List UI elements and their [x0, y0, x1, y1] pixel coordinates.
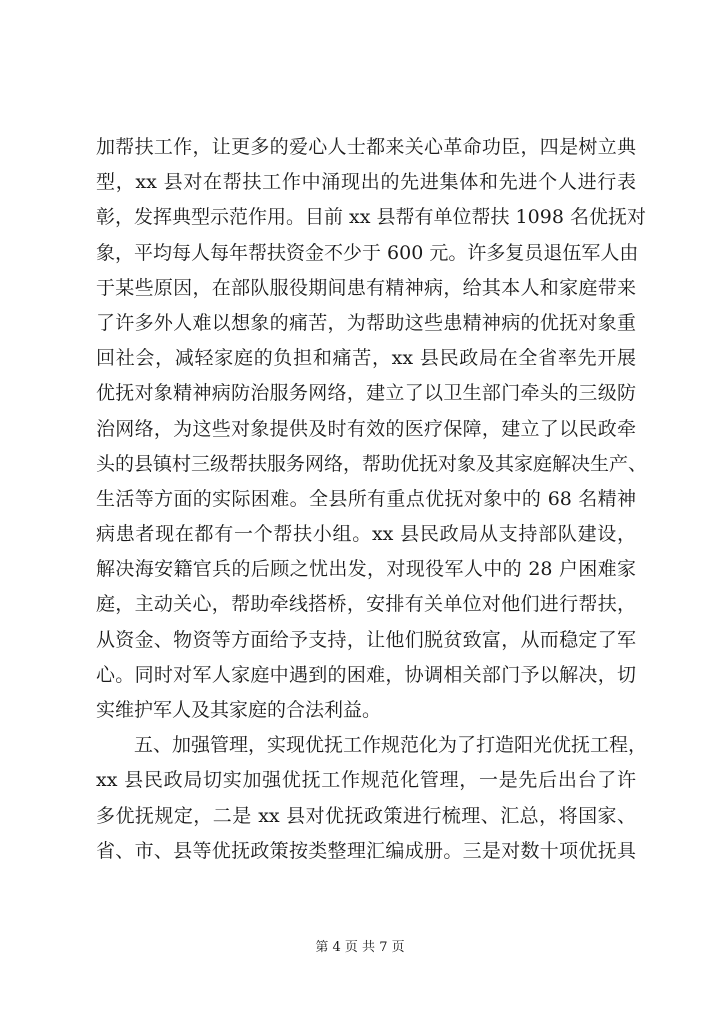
text-line: 多优抚规定，二是 xx 县对优抚政策进行梳理、汇总，将国家、	[96, 804, 636, 827]
text-line: 实维护军人及其家庭的合法利益。	[96, 699, 382, 721]
text-line: 彰，发挥典型示范作用。目前 xx 县帮有单位帮扶 1098 名优抚对	[96, 206, 646, 229]
text-line: 庭，主动关心，帮助牵线搭桥，安排有关单位对他们进行帮扶，	[96, 593, 636, 616]
text-line: 象，平均每人每年帮扶资金不少于 600 元。许多复员退伍军人由	[96, 241, 639, 264]
text-line: 五、加强管理，实现优抚工作规范化为了打造阳光优抚工程，	[134, 734, 648, 757]
text-line: xx 县民政局切实加强优抚工作规范化管理，一是先后出台了许	[96, 769, 636, 792]
text-line: 病患者现在都有一个帮扶小组。xx 县民政局从支持部队建设，	[96, 523, 636, 546]
document-body	[96, 130, 648, 869]
text-line: 优抚对象精神病防治服务网络，建立了以卫生部门牵头的三级防	[96, 382, 636, 405]
text-line: 加帮扶工作，让更多的爱心人士都来关心革命功臣，四是树立典	[96, 136, 636, 158]
text-line: 头的县镇村三级帮扶服务网络，帮助优抚对象及其家庭解决生产、	[96, 452, 648, 475]
text-line: 回社会，减轻家庭的负担和痛苦，xx 县民政局在全省率先开展	[96, 347, 636, 370]
text-line: 从资金、物资等方面给予支持，让他们脱贫致富，从而稳定了军	[96, 628, 636, 651]
text-line: 于某些原因，在部队服役期间患有精神病，给其本人和家庭带来	[96, 276, 636, 299]
page-footer: 第 4 页 共 7 页	[315, 940, 405, 955]
text-line: 解决海安籍官兵的后顾之忧出发，对现役军人中的 28 户困难家	[96, 558, 636, 581]
text-line: 生活等方面的实际困难。全县所有重点优抚对象中的 68 名精神	[96, 487, 636, 510]
paragraph	[96, 728, 648, 869]
text-line: 心。同时对军人家庭中遇到的困难，协调相关部门予以解决，切	[96, 663, 636, 686]
text-line: 型，xx 县对在帮扶工作中涌现出的先进集体和先进个人进行表	[96, 171, 636, 194]
text-line: 了许多外人难以想象的痛苦，为帮助这些患精神病的优抚对象重	[96, 311, 636, 334]
text-line: 省、市、县等优抚政策按类整理汇编成册。三是对数十项优抚具	[96, 839, 636, 862]
paragraph	[96, 130, 648, 728]
text-line: 治网络，为这些对象提供及时有效的医疗保障，建立了以民政牵	[96, 417, 636, 440]
